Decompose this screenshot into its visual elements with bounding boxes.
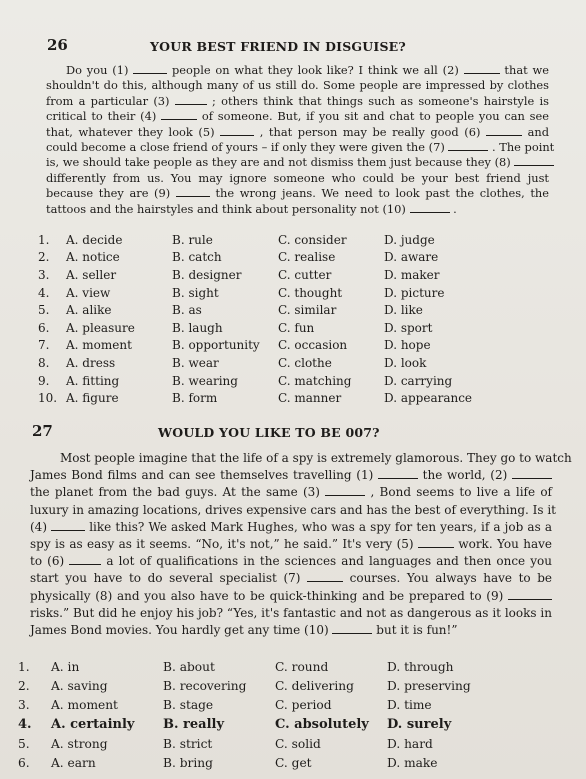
- text-line: [30, 588, 552, 605]
- answer-option-a[interactable]: A. notice: [66, 250, 120, 265]
- answer-option-d[interactable]: D. maker: [384, 267, 440, 282]
- answer-option-b[interactable]: B. rule: [172, 232, 213, 247]
- answer-option-c[interactable]: C. get: [275, 756, 312, 771]
- text-line: [46, 78, 549, 93]
- gap-blank[interactable]: [175, 94, 207, 105]
- question-number: 4.: [18, 717, 32, 733]
- answer-option-b[interactable]: B. opportunity: [172, 338, 260, 353]
- text-segment: spy is as easy as it seems. “No, it's not,” he said.” It's very (5): [30, 537, 418, 552]
- text-segment: people on what they look like? I think we all (2): [167, 63, 464, 77]
- answer-option-c[interactable]: C. manner: [278, 391, 342, 406]
- text-segment: and: [522, 124, 550, 139]
- text-segment: from a particular (3): [46, 93, 175, 108]
- question-number: 9.: [38, 373, 50, 388]
- gap-blank[interactable]: [464, 63, 500, 74]
- answer-option-c[interactable]: C. clothe: [278, 355, 332, 370]
- gap-blank[interactable]: [176, 186, 210, 197]
- gap-blank[interactable]: [307, 571, 343, 582]
- answer-option-b[interactable]: B. recovering: [163, 678, 247, 693]
- answer-option-c[interactable]: C. consider: [278, 232, 347, 247]
- text-segment: James Bond films and can see themselves travelling (1): [30, 468, 378, 483]
- gap-blank[interactable]: [448, 140, 488, 151]
- option-row: [38, 389, 490, 407]
- option-row: [18, 753, 499, 772]
- answer-option-d[interactable]: D. hard: [387, 736, 433, 751]
- gap-blank[interactable]: [514, 155, 554, 166]
- text-segment: but it is fun!”: [372, 623, 458, 638]
- option-row: [38, 354, 490, 372]
- gap-blank[interactable]: [378, 468, 418, 479]
- option-row: [38, 266, 490, 284]
- option-row: [38, 319, 490, 337]
- answer-option-c[interactable]: C. delivering: [275, 678, 354, 693]
- answer-option-b[interactable]: B. bring: [163, 756, 213, 771]
- exercise-27-options: [18, 657, 499, 773]
- text-line: [46, 94, 549, 109]
- option-row: [18, 676, 499, 695]
- answer-option-c[interactable]: C. similar: [278, 303, 337, 318]
- gap-blank[interactable]: [69, 554, 101, 565]
- text-line: [46, 155, 549, 170]
- text-segment: the planet from the bad guys. At the same (3): [30, 485, 326, 500]
- exercise-26-options: [38, 231, 490, 407]
- question-number: 6.: [18, 756, 30, 771]
- answer-option-c[interactable]: C. thought: [278, 285, 343, 300]
- question-number: 8.: [38, 355, 50, 370]
- answer-option-b[interactable]: B. really: [163, 717, 225, 733]
- text-segment: . The point: [488, 140, 555, 155]
- answer-option-a[interactable]: A. seller: [66, 267, 117, 282]
- question-number: 7.: [38, 338, 50, 353]
- answer-option-a[interactable]: A. moment: [51, 698, 118, 713]
- question-number: 1.: [38, 232, 50, 247]
- gap-blank[interactable]: [133, 63, 167, 74]
- option-row: [38, 249, 490, 267]
- text-line: [30, 570, 552, 587]
- answer-option-c[interactable]: C. realise: [278, 250, 336, 265]
- text-line: [46, 63, 549, 78]
- text-segment: , Bond seems to live a life of: [365, 485, 552, 500]
- gap-blank[interactable]: [161, 109, 197, 120]
- answer-option-d[interactable]: D. appearance: [384, 391, 473, 406]
- option-row: [38, 372, 490, 390]
- answer-option-c[interactable]: C. cutter: [278, 267, 332, 282]
- option-row: [18, 696, 499, 715]
- text-segment: the world, (2): [417, 468, 512, 483]
- answer-option-b[interactable]: B. about: [163, 659, 215, 674]
- answer-option-b[interactable]: B. sight: [172, 285, 219, 300]
- answer-option-a[interactable]: A. saving: [51, 678, 108, 693]
- text-segment: start you have to do several specialist (7): [30, 571, 308, 586]
- gap-blank[interactable]: [486, 125, 522, 136]
- answer-option-a[interactable]: A. pleasure: [66, 320, 135, 335]
- text-line: [46, 171, 549, 186]
- text-segment: .: [449, 201, 457, 216]
- text-segment: (4): [30, 519, 52, 534]
- answer-option-b[interactable]: B. as: [172, 303, 202, 318]
- answer-option-a[interactable]: A. fitting: [66, 373, 120, 388]
- answer-option-a[interactable]: A. earn: [51, 756, 96, 771]
- text-segment: Do you (1): [66, 63, 134, 77]
- text-segment: luxury in amazing locations, drives expensive cars and has the best of everything. Is it: [30, 502, 557, 517]
- answer-option-c[interactable]: C. fun: [278, 320, 315, 335]
- text-segment: risks.” But did he enjoy his job? “Yes, it's fantastic and not as dangerous as it looks in: [30, 605, 552, 620]
- text-segment: because they are (9): [46, 186, 176, 201]
- text-segment: critical to their (4): [46, 109, 162, 124]
- answer-option-c[interactable]: C. round: [275, 659, 329, 674]
- answer-option-b[interactable]: B. stage: [163, 698, 214, 713]
- question-number: 2.: [38, 250, 50, 265]
- question-number: 3.: [18, 698, 30, 713]
- answer-option-a[interactable]: A. certainly: [51, 717, 135, 733]
- answer-option-d[interactable]: D. aware: [384, 250, 439, 265]
- option-row: [38, 284, 490, 302]
- text-line: [30, 536, 552, 553]
- answer-option-b[interactable]: B. form: [172, 391, 218, 406]
- text-segment: to (6): [30, 554, 70, 569]
- text-segment: a lot of qualifications in the sciences and languages and then once you: [101, 554, 552, 569]
- text-segment: is, we should take people as they are and not dismiss them just because they (8): [46, 155, 515, 170]
- answer-option-a[interactable]: A. moment: [66, 338, 132, 353]
- text-segment: the wrong jeans. We need to look past the clothes, the: [209, 186, 550, 201]
- answer-option-d[interactable]: D. picture: [384, 285, 445, 300]
- question-number: 3.: [38, 267, 50, 282]
- text-segment: tattoos and the hairstyles and think about personality not (10): [46, 201, 410, 216]
- answer-option-d[interactable]: D. sport: [384, 320, 433, 335]
- answer-option-d[interactable]: D. look: [384, 355, 427, 370]
- answer-option-b[interactable]: B. wearing: [172, 373, 238, 388]
- option-row: [38, 337, 490, 355]
- gap-blank[interactable]: [508, 589, 552, 600]
- answer-option-c[interactable]: C. solid: [275, 736, 321, 751]
- text-line: [46, 125, 549, 140]
- gap-blank[interactable]: [51, 520, 85, 531]
- text-segment: Most people imagine that the life of a spy is extremely glamorous. They go to watch: [60, 451, 572, 465]
- question-number: 5.: [18, 736, 30, 751]
- answer-option-c[interactable]: C. period: [275, 698, 332, 713]
- question-number: 1.: [18, 659, 30, 674]
- option-row: [18, 657, 499, 676]
- exercise-27-number: 27: [32, 422, 53, 440]
- exercise-26-text: [46, 63, 555, 217]
- answer-option-b[interactable]: B. designer: [172, 267, 242, 282]
- text-segment: could become a close friend of yours – if only they were given the (7): [46, 140, 449, 155]
- answer-option-c[interactable]: C. matching: [278, 373, 352, 388]
- answer-option-d[interactable]: D. hope: [384, 338, 431, 353]
- answer-option-a[interactable]: A. in: [51, 659, 80, 674]
- option-row: [18, 715, 499, 734]
- answer-option-d[interactable]: D. surely: [387, 717, 452, 733]
- text-segment: physically (8) and you also have to be quick-thinking and be prepared to (9): [30, 588, 508, 603]
- answer-option-a[interactable]: A. dress: [66, 355, 116, 370]
- text-segment: differently from us. You may ignore someone who could be your best friend just: [46, 170, 549, 185]
- gap-blank[interactable]: [418, 537, 454, 548]
- answer-option-c[interactable]: C. absolutely: [275, 717, 369, 733]
- text-line: [30, 622, 552, 639]
- gap-blank[interactable]: [512, 468, 552, 479]
- question-number: 10.: [38, 391, 58, 406]
- text-segment: courses. You always have to be: [343, 571, 553, 586]
- question-number: 6.: [38, 320, 50, 335]
- answer-option-d[interactable]: D. judge: [384, 232, 435, 247]
- text-segment: shouldn't do this, although many of us still do. Some people are impressed by clothes: [46, 78, 549, 93]
- text-segment: James Bond movies. You hardly get any time (10): [30, 623, 333, 638]
- text-segment: like this? We asked Mark Hughes, who was a spy for ten years, if a job as a: [85, 519, 552, 534]
- gap-blank[interactable]: [332, 623, 372, 634]
- exercise-27-text: [30, 450, 572, 639]
- answer-option-d[interactable]: D. preserving: [387, 678, 471, 693]
- text-line: [30, 502, 557, 519]
- gap-blank[interactable]: [410, 202, 450, 213]
- question-number: 5.: [38, 303, 50, 318]
- option-row: [38, 231, 490, 249]
- text-line: [30, 467, 552, 484]
- exercise-26-number: 26: [47, 36, 68, 54]
- text-line: [30, 519, 552, 536]
- answer-option-a[interactable]: A. figure: [66, 391, 119, 406]
- answer-option-b[interactable]: B. catch: [172, 250, 222, 265]
- text-line: [30, 553, 552, 570]
- answer-option-d[interactable]: D. make: [387, 756, 438, 771]
- text-line: [46, 140, 555, 155]
- gap-blank[interactable]: [325, 485, 365, 496]
- text-segment: work. You have: [453, 537, 552, 552]
- text-segment: that, whatever they look (5): [46, 124, 221, 139]
- exercise-26-title: YOUR BEST FRIEND IN DISGUISE?: [150, 39, 406, 54]
- text-line: [46, 109, 549, 124]
- text-segment: of someone. But, if you sit and chat to people you can see: [197, 109, 550, 124]
- text-line: [30, 605, 552, 622]
- gap-blank[interactable]: [220, 125, 254, 136]
- text-line: [46, 202, 549, 217]
- text-segment: that we: [499, 63, 549, 77]
- text-segment: , that person may be really good (6): [254, 124, 486, 139]
- answer-option-b[interactable]: B. wear: [172, 355, 219, 370]
- text-line: [46, 186, 549, 201]
- answer-option-d[interactable]: D. time: [387, 698, 432, 713]
- question-number: 4.: [38, 285, 50, 300]
- answer-option-d[interactable]: D. carrying: [384, 373, 453, 388]
- answer-option-b[interactable]: B. strict: [163, 736, 213, 751]
- answer-option-a[interactable]: A. strong: [51, 736, 108, 751]
- text-line: [30, 484, 552, 501]
- option-row: [18, 734, 499, 753]
- answer-option-d[interactable]: D. through: [387, 659, 454, 674]
- answer-option-c[interactable]: C. occasion: [278, 338, 348, 353]
- answer-option-a[interactable]: A. decide: [66, 232, 123, 247]
- text-line: [30, 450, 572, 467]
- exercise-27-title: WOULD YOU LIKE TO BE 007?: [158, 425, 380, 440]
- question-number: 2.: [18, 678, 30, 693]
- answer-option-a[interactable]: A. view: [66, 285, 111, 300]
- answer-option-d[interactable]: D. like: [384, 303, 423, 318]
- answer-option-b[interactable]: B. laugh: [172, 320, 223, 335]
- text-segment: ; others think that things such as someone's hairstyle is: [206, 93, 550, 108]
- option-row: [38, 301, 490, 319]
- answer-option-a[interactable]: A. alike: [66, 303, 112, 318]
